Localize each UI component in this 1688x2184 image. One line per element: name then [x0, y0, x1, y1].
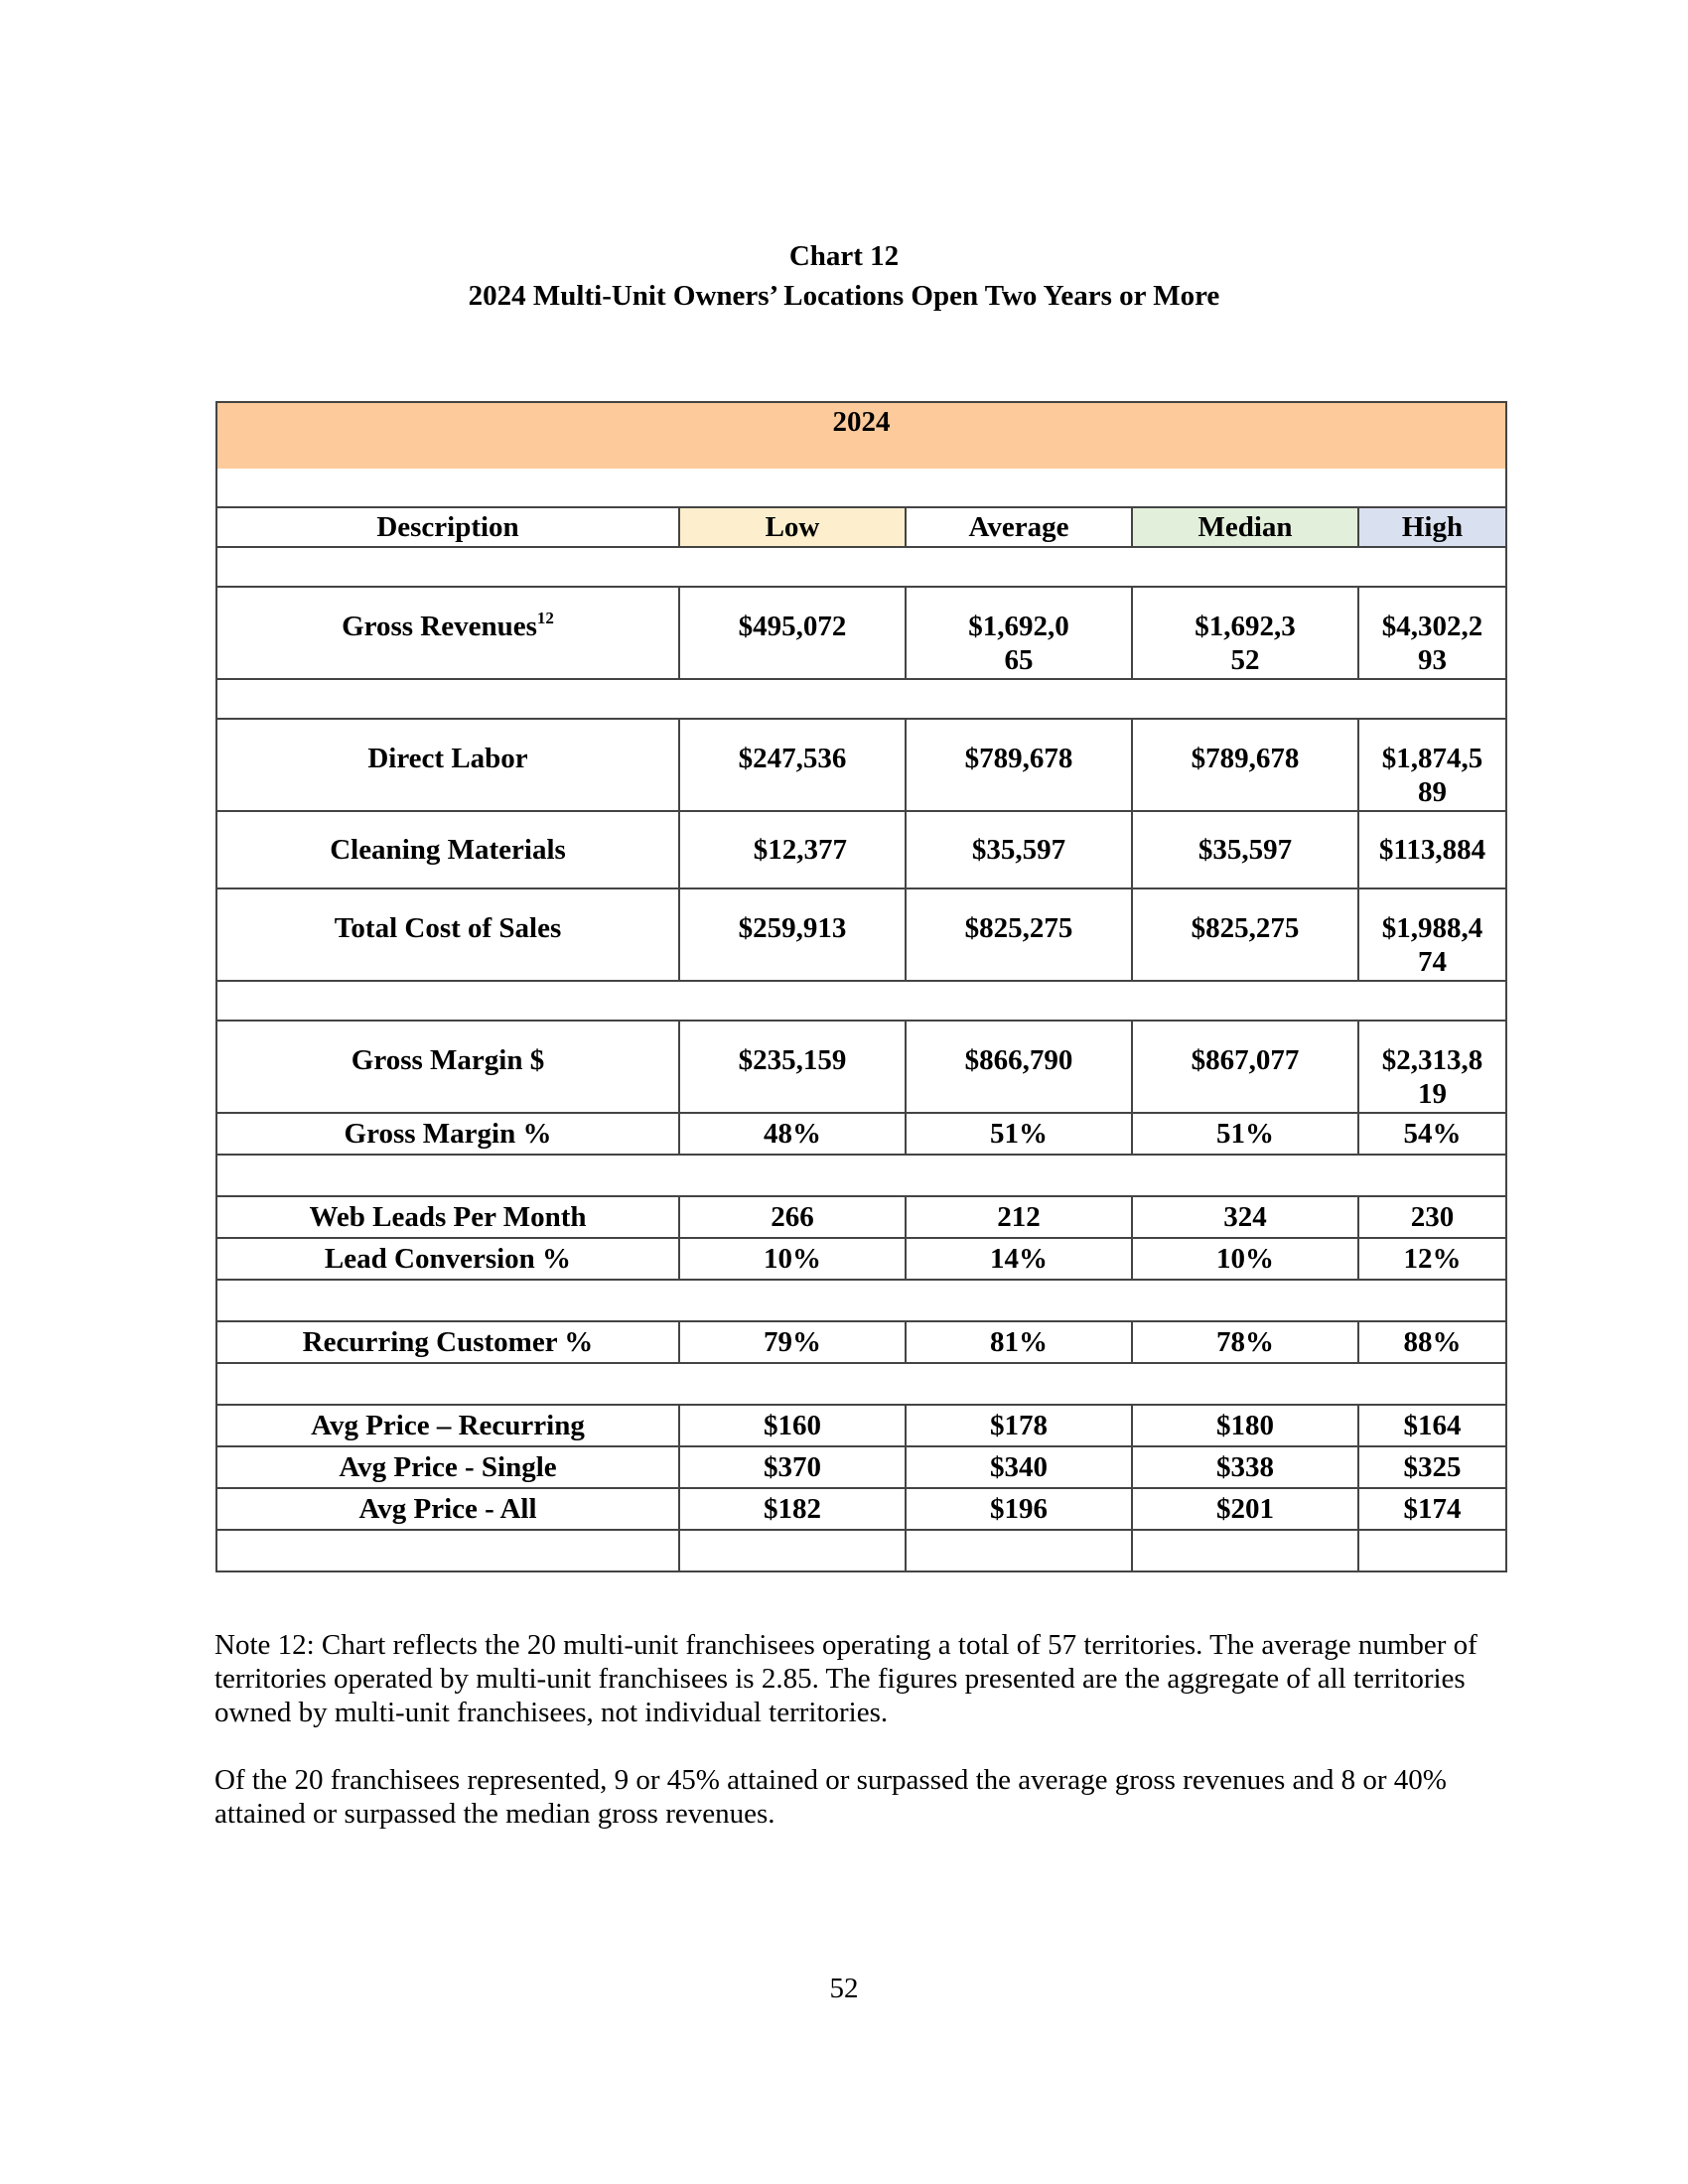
table-row — [216, 1113, 1506, 1155]
cell-high: $1,988,4 74 — [1358, 888, 1506, 981]
table-row — [216, 1238, 1506, 1280]
spacer-row — [216, 981, 1506, 1021]
cell-median: $338 — [1132, 1446, 1358, 1488]
empty-row — [216, 1530, 1506, 1571]
empty-cell — [1358, 1530, 1506, 1571]
row-description: Total Cost of Sales — [216, 888, 679, 981]
cell-median: $789,678 — [1132, 719, 1358, 811]
cell-median: $201 — [1132, 1488, 1358, 1530]
cell-low: $182 — [679, 1488, 906, 1530]
page-number: 52 — [829, 1973, 859, 2004]
empty-cell — [1132, 1530, 1358, 1571]
cell-high: $164 — [1358, 1405, 1506, 1446]
cell-median: 324 — [1132, 1196, 1358, 1238]
row-description: Cleaning Materials — [216, 811, 679, 888]
cell-low: 10% — [679, 1238, 906, 1280]
cell-median: 78% — [1132, 1321, 1358, 1363]
table-row — [216, 1405, 1506, 1446]
row-description: Web Leads Per Month — [216, 1196, 679, 1238]
spacer-row — [216, 469, 1506, 507]
table-row — [216, 1196, 1506, 1238]
year-band: 2024 — [216, 402, 1506, 469]
cell-median: $1,692,3 52 — [1132, 587, 1358, 679]
empty-cell — [216, 1530, 679, 1571]
cell-low: 79% — [679, 1321, 906, 1363]
cell-low: $235,159 — [679, 1021, 906, 1113]
spacer-row — [216, 547, 1506, 587]
row-description: Avg Price – Recurring — [216, 1405, 679, 1446]
cell-high: 54% — [1358, 1113, 1506, 1155]
col-header-low: Low — [679, 507, 906, 547]
cell-median: $867,077 — [1132, 1021, 1358, 1113]
footnote-marker: 12 — [536, 609, 554, 627]
cell-low: $259,913 — [679, 888, 906, 981]
cell-average: $866,790 — [906, 1021, 1132, 1113]
chart-heading — [0, 236, 1688, 316]
cell-low: $12,377 — [679, 811, 906, 888]
cell-high: $325 — [1358, 1446, 1506, 1488]
cell-low: $370 — [679, 1446, 906, 1488]
col-header-average: Average — [906, 507, 1132, 547]
cell-median: 10% — [1132, 1238, 1358, 1280]
table-row — [216, 719, 1506, 811]
row-description: Gross Margin % — [216, 1113, 679, 1155]
table-row — [216, 1446, 1506, 1488]
cell-average: $196 — [906, 1488, 1132, 1530]
cell-high: $4,302,2 93 — [1358, 587, 1506, 679]
cell-average: $789,678 — [906, 719, 1132, 811]
cell-high: $174 — [1358, 1488, 1506, 1530]
row-description: Gross Revenues$^{12}$ — [216, 587, 679, 679]
cell-high: 88% — [1358, 1321, 1506, 1363]
row-description: Recurring Customer % — [216, 1321, 679, 1363]
row-description: Lead Conversion % — [216, 1238, 679, 1280]
year-band-row — [216, 402, 1506, 469]
table-row — [216, 1488, 1506, 1530]
table-row — [216, 1321, 1506, 1363]
row-description: Gross Margin $ — [216, 1021, 679, 1113]
cell-high: $2,313,8 19 — [1358, 1021, 1506, 1113]
data-table — [215, 401, 1507, 1572]
cell-low: $495,072 — [679, 587, 906, 679]
cell-median: 51% — [1132, 1113, 1358, 1155]
chart-title: 2024 Multi-Unit Owners’ Locations Open Two Years or More — [468, 280, 1220, 312]
cell-average: $340 — [906, 1446, 1132, 1488]
row-description: Direct Labor — [216, 719, 679, 811]
cell-average: $35,597 — [906, 811, 1132, 888]
footnote-12: Note 12: Chart reflects the 20 multi-unit franchisees operating a total of 57 territories. The average number of territories operated by multi-unit franchisees is 2.85. The figures presented are the aggregate of all territories owned by multi-unit franchisees, not individual territories. — [214, 1629, 1477, 1728]
spacer-row — [216, 1280, 1506, 1321]
cell-average: $178 — [906, 1405, 1132, 1446]
cell-high: 230 — [1358, 1196, 1506, 1238]
cell-high: $1,874,5 89 — [1358, 719, 1506, 811]
empty-cell — [906, 1530, 1132, 1571]
cell-low: $247,536 — [679, 719, 906, 811]
summary-note: Of the 20 franchisees represented, 9 or 45% attained or surpassed the average gross revenues and 8 or 40% attained or surpassed the median gross revenues. — [214, 1764, 1447, 1830]
cell-high: 12% — [1358, 1238, 1506, 1280]
header-row — [216, 507, 1506, 547]
table-row — [216, 811, 1506, 888]
cell-average: 81% — [906, 1321, 1132, 1363]
spacer-row — [216, 1363, 1506, 1405]
chart-label: Chart 12 — [788, 240, 900, 272]
cell-low: $160 — [679, 1405, 906, 1446]
cell-average: $1,692,0 65 — [906, 587, 1132, 679]
cell-average: 14% — [906, 1238, 1132, 1280]
col-header-median: Median — [1132, 507, 1358, 547]
cell-low: 48% — [679, 1113, 906, 1155]
table-row — [216, 1021, 1506, 1113]
col-header-description: Description — [216, 507, 679, 547]
table-row — [216, 888, 1506, 981]
cell-median: $180 — [1132, 1405, 1358, 1446]
cell-median: $35,597 — [1132, 811, 1358, 888]
row-description: Avg Price - Single — [216, 1446, 679, 1488]
table-row — [216, 587, 1506, 679]
spacer-row — [216, 1155, 1506, 1196]
cell-average: 212 — [906, 1196, 1132, 1238]
cell-high: $113,884 — [1358, 811, 1506, 888]
cell-average: 51% — [906, 1113, 1132, 1155]
empty-cell — [679, 1530, 906, 1571]
row-description: Avg Price - All — [216, 1488, 679, 1530]
cell-low: 266 — [679, 1196, 906, 1238]
cell-average: $825,275 — [906, 888, 1132, 981]
col-header-high: High — [1358, 507, 1506, 547]
cell-median: $825,275 — [1132, 888, 1358, 981]
spacer-row — [216, 679, 1506, 719]
